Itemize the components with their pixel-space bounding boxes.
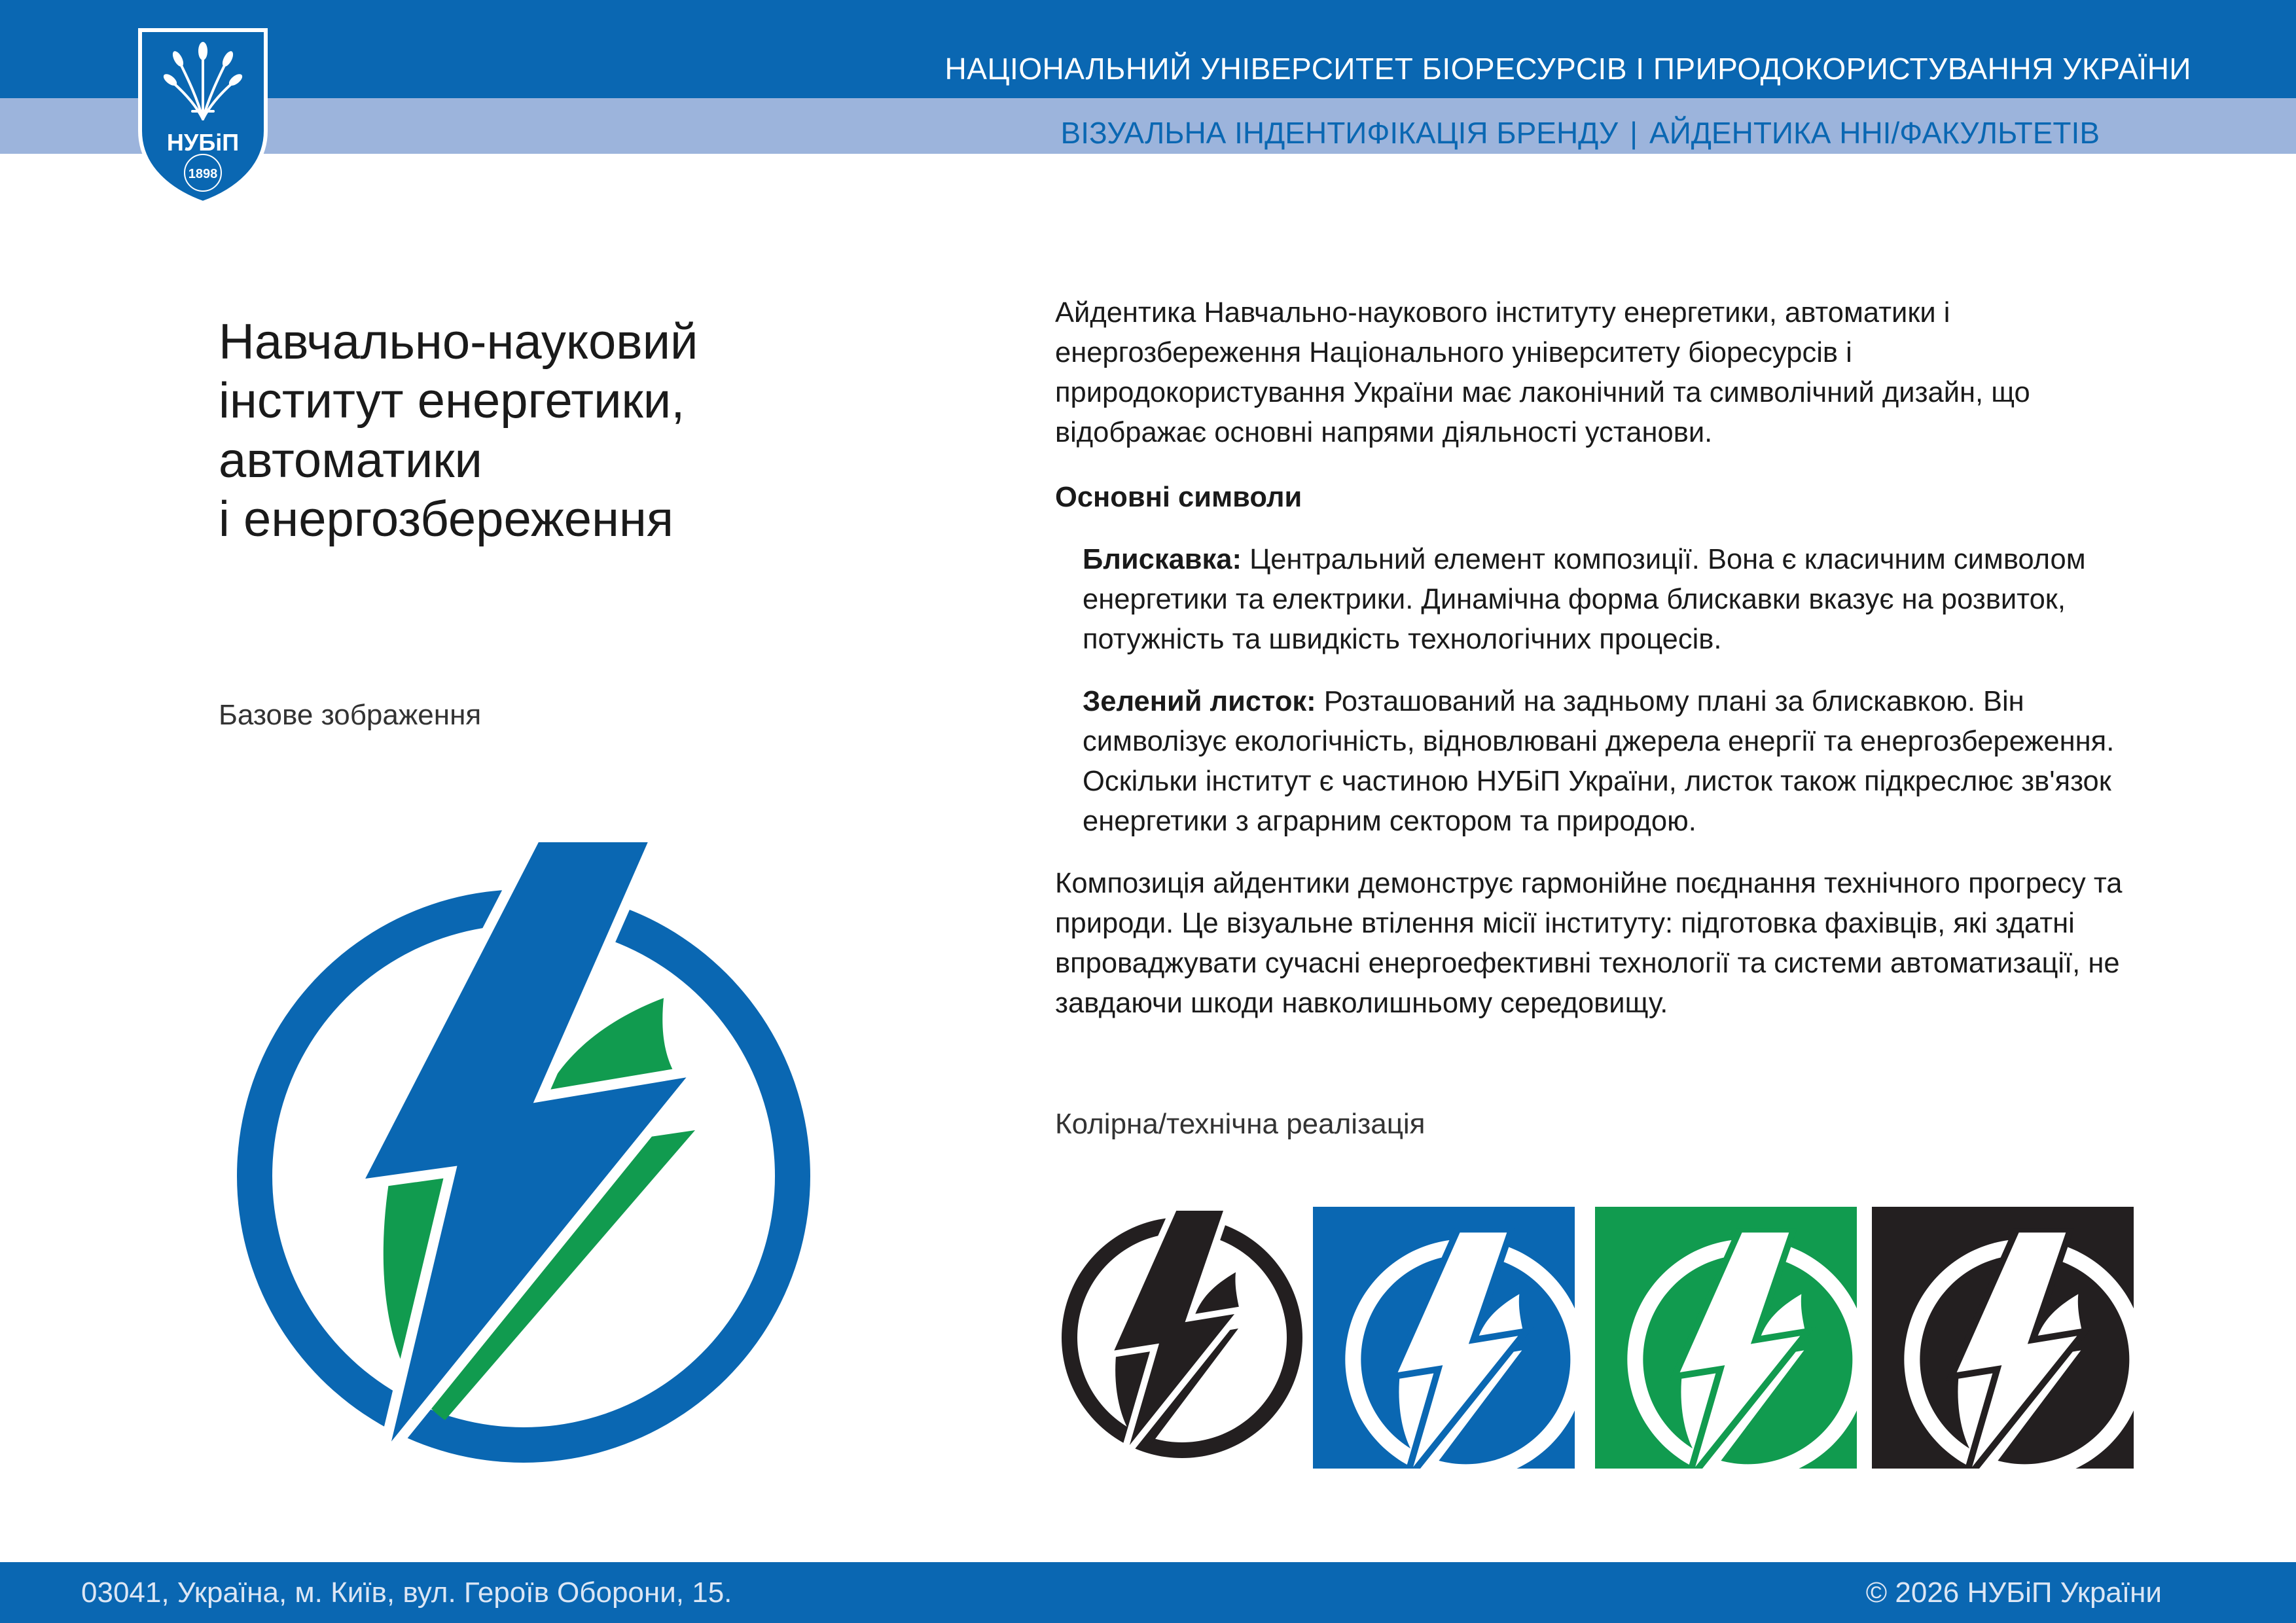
description-block [1055, 293, 2128, 1024]
wheat-sheaf-shield-logo-icon [137, 27, 268, 205]
logo-variant-blue [1313, 1207, 1575, 1469]
logo-variant-black [1051, 1207, 1313, 1469]
title-line: інститут енергетики, [219, 373, 685, 429]
lightning-leaf-logo-dark-icon [1872, 1207, 2134, 1469]
footer-address: 03041, Україна, м. Київ, вул. Героїв Оборони, 15. [81, 1577, 732, 1609]
footer-copyright: © 2026 НУБіП України [1865, 1577, 2162, 1609]
symbol-leaf-text: Розташований на задньому плані за блискавкою. Він символізує екологічність, відновлювані джерела енергії та енергозбереження. Оскільки інститут є частиною НУБіП України, листок також підкреслює зв'язок енергетики з аграрним сектором та природою. [1083, 686, 2115, 837]
symbol-lightning [1083, 540, 2128, 660]
section-brand-identification: ВІЗУАЛЬНА ІНДЕНТИФІКАЦІЯ БРЕНДУ [1060, 116, 1619, 150]
footer-bar [0, 1562, 2296, 1623]
title-line: і енергозбереження [219, 491, 674, 548]
brand-section-line [1061, 115, 2100, 151]
page-title [219, 313, 698, 550]
symbols-heading: Основні символи [1055, 482, 1302, 513]
base-image-caption: Базове зображення [219, 699, 482, 731]
lightning-leaf-logo-icon [229, 834, 818, 1463]
logo-variant-green [1595, 1207, 1857, 1469]
section-faculty-identity: АЙДЕНТИКА ННІ/ФАКУЛЬТЕТІВ [1649, 116, 2100, 150]
university-name: НАЦІОНАЛЬНИЙ УНІВЕРСИТЕТ БІОРЕСУРСІВ І ПРИРОДОКОРИСТУВАННЯ УКРАЇНИ [944, 52, 2191, 86]
shield-year: 1898 [188, 167, 218, 181]
technical-caption: Колірна/технічна реалізація [1055, 1108, 1426, 1140]
title-line: автоматики [219, 432, 483, 488]
symbol-leaf-name: Зелений листок: [1083, 686, 1316, 717]
composition-paragraph: Композиція айдентики демонструє гармонійне поєднання технічного прогресу та природи. Це візуальне втілення місії інституту: підготовка фахівців, які здатні впроваджувати сучасні енергоефективні технології та системи автоматизації, не завдаючи шкоди навколишньому середовищу. [1055, 868, 2123, 1019]
title-line: Навчально-науковий [219, 314, 698, 370]
intro-paragraph: Айдентика Навчально-наукового інституту енергетики, автоматики і енергозбереження Національного університету біоресурсів і природокористування України має лаконічний та символічний дизайн, що відображає основні напрями діяльності установи. [1055, 297, 2030, 448]
symbol-leaf [1083, 682, 2128, 842]
shield-abbreviation: НУБіП [166, 129, 240, 156]
lightning-leaf-logo-blue-icon [1313, 1207, 1575, 1469]
lightning-leaf-logo-green-icon [1595, 1207, 1857, 1469]
symbol-lightning-name: Блискавка: [1083, 544, 1242, 575]
lightning-leaf-logo-black-icon [1051, 1207, 1313, 1469]
symbol-lightning-text: Центральний елемент композиції. Вона є класичним символом енергетики та електрики. Динамічна форма блискавки вказує на розвиток, потужність та швидкість технологічних процесів. [1083, 544, 2086, 655]
section-separator: | [1630, 116, 1638, 150]
logo-variant-dark [1872, 1207, 2134, 1469]
